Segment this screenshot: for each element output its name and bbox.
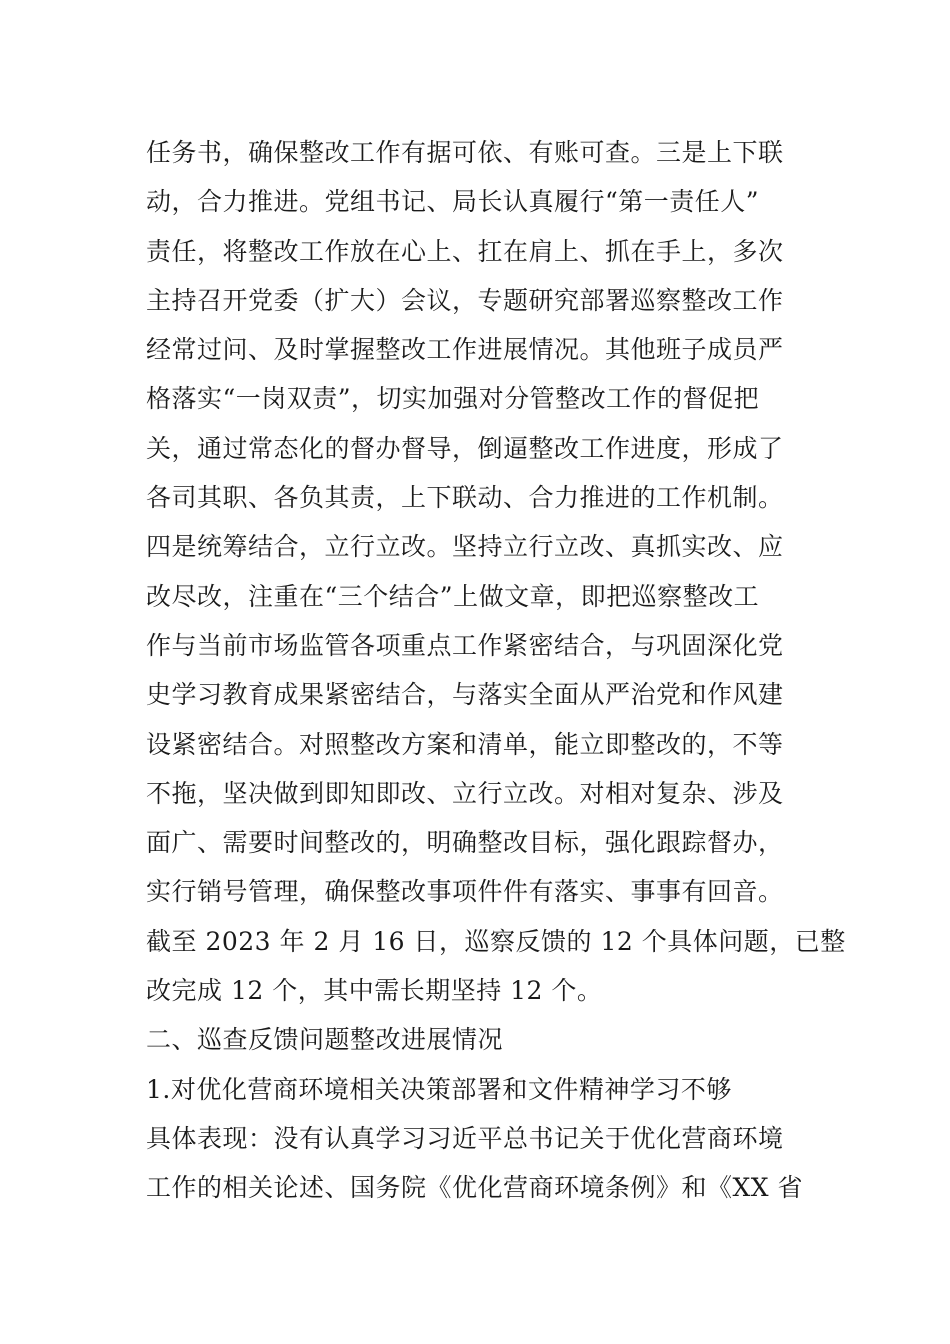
text-line: 改完成 12 个，其中需长期坚持 12 个。: [146, 976, 603, 1006]
text-line: 面广、需要时间整改的，明确整改目标，强化跟踪督办，: [146, 828, 784, 858]
text-line: 四是统筹结合，立行立改。坚持立行立改、真抓实改、应: [146, 532, 784, 562]
text-line: 具体表现：没有认真学习习近平总书记关于优化营商环境: [146, 1123, 784, 1153]
text-line: 关，通过常态化的督办督导，倒逼整改工作进度，形成了: [146, 433, 784, 463]
text-line: 不拖，坚决做到即知即改、立行立改。对相对复杂、涉及: [146, 778, 784, 808]
text-line: 实行销号管理，确保整改事项件件有落实、事事有回音。: [146, 877, 784, 907]
text-line: 史学习教育成果紧密结合，与落实全面从严治党和作风建: [146, 680, 784, 710]
text-line: 格落实“一岗双责”，切实加强对分管整改工作的督促把: [146, 384, 760, 414]
text-line: 任务书，确保整改工作有据可依、有账可查。三是上下联: [146, 138, 784, 167]
text-line: 各司其职、各负其责，上下联动、合力推进的工作机制。: [146, 483, 784, 513]
text-line: 动，合力推进。党组书记、局长认真履行“第一责任人”: [146, 187, 760, 217]
text-line: 工作的相关论述、国务院《优化营商环境条例》和《XX 省: [146, 1173, 804, 1203]
text-line: 经常过问、及时掌握整改工作进展情况。其他班子成员严: [146, 335, 784, 365]
text-line: 截至 2023 年 2 月 16 日，巡察反馈的 12 个具体问题，已整: [146, 926, 846, 956]
document-body: [146, 128, 846, 1213]
text-line: 改尽改，注重在“三个结合”上做文章，即把巡察整改工: [146, 581, 760, 611]
section-heading: 二、巡查反馈问题整改进展情况: [146, 1025, 504, 1055]
item-heading: 1.对优化营商环境相关决策部署和文件精神学习不够: [146, 1074, 732, 1104]
text-line: 作与当前市场监管各项重点工作紧密结合，与巩固深化党: [146, 630, 784, 660]
text-line: 责任，将整改工作放在心上、扛在肩上、抓在手上，多次: [146, 236, 784, 266]
text-line: 设紧密结合。对照整改方案和清单，能立即整改的，不等: [146, 729, 784, 759]
text-line: 主持召开党委（扩大）会议，专题研究部署巡察整改工作: [146, 285, 784, 315]
